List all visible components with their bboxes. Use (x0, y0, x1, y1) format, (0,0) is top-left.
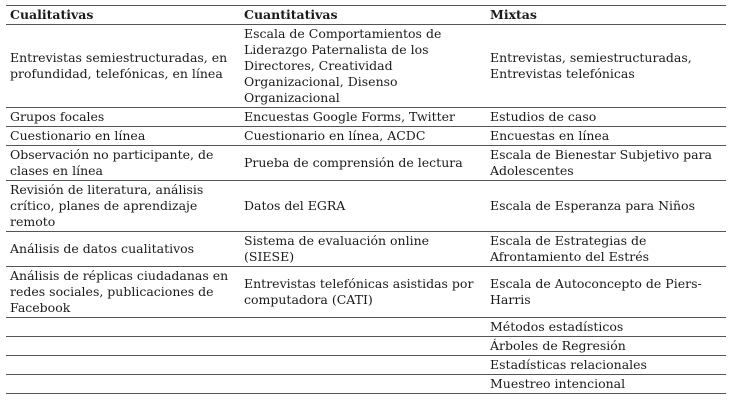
cell-mixtas: Encuestas en línea (490, 128, 610, 143)
cell-mixtas: Escala de Autoconcepto de Piers-Harris (490, 276, 702, 307)
cell-cuantitativas: Entrevistas telefónicas asistidas por computadora (CATI) (244, 276, 474, 307)
table-row (6, 180, 726, 231)
cell-cualitativas: Revisión de literatura, análisis crítico, planes de aprendizaje remoto (10, 182, 204, 229)
table-row (6, 24, 726, 107)
cell-cuantitativas (240, 383, 486, 385)
cell-mixtas: Métodos estadísticos (490, 319, 624, 334)
methods-table (6, 5, 726, 394)
table-row (6, 145, 726, 180)
header-mixtas: Mixtas (490, 7, 537, 22)
cell-cualitativas: Grupos focales (10, 109, 105, 124)
cell-cualitativas: Observación no participante, de clases en línea (10, 147, 214, 178)
cell-cualitativas: Entrevistas semiestructuradas, en profundidad, telefónicas, en línea (10, 50, 228, 81)
cell-mixtas: Estadísticas relacionales (490, 357, 647, 372)
table-row (6, 266, 726, 317)
cell-mixtas: Escala de Esperanza para Niños (490, 198, 695, 213)
cell-cuantitativas: Encuestas Google Forms, Twitter (244, 109, 456, 124)
cell-cualitativas: Análisis de réplicas ciudadanas en redes sociales, publicaciones de Facebook (10, 268, 229, 315)
cell-mixtas: Estudios de caso (490, 109, 597, 124)
cell-cualitativas (6, 364, 240, 366)
cell-mixtas: Muestreo intencional (490, 376, 626, 391)
table-row (6, 126, 726, 145)
table-row (6, 317, 726, 336)
cell-mixtas: Árboles de Regresión (490, 338, 626, 353)
cell-cuantitativas (240, 326, 486, 328)
cell-cualitativas: Análisis de datos cualitativos (10, 241, 195, 256)
cell-cuantitativas (240, 364, 486, 366)
cell-cuantitativas: Cuestionario en línea, ACDC (244, 128, 426, 143)
cell-mixtas: Escala de Estrategias de Afrontamiento del Estrés (490, 233, 650, 264)
cell-cuantitativas: Escala de Comportamientos de Liderazgo Paternalista de los Directores, Creatividad Organizacional, Disenso Organizacional (244, 26, 442, 105)
cell-mixtas: Entrevistas, semiestructuradas, Entrevistas telefónicas (490, 50, 692, 81)
table-row (6, 107, 726, 126)
cell-cuantitativas: Datos del EGRA (244, 198, 346, 213)
cell-cuantitativas: Prueba de comprensión de lectura (244, 155, 463, 170)
header-cuantitativas: Cuantitativas (244, 7, 338, 22)
cell-cualitativas (6, 383, 240, 385)
table-row (6, 374, 726, 394)
cell-mixtas: Escala de Bienestar Subjetivo para Adolescentes (490, 147, 713, 178)
cell-cualitativas (6, 345, 240, 347)
table-row (6, 355, 726, 374)
cell-cualitativas (6, 326, 240, 328)
cell-cuantitativas: Sistema de evaluación online (SIESE) (244, 233, 430, 264)
cell-cuantitativas (240, 345, 486, 347)
header-cualitativas: Cualitativas (10, 7, 94, 22)
table-row (6, 336, 726, 355)
table-header-row (6, 5, 726, 24)
table-row (6, 231, 726, 266)
cell-cualitativas: Cuestionario en línea (10, 128, 146, 143)
